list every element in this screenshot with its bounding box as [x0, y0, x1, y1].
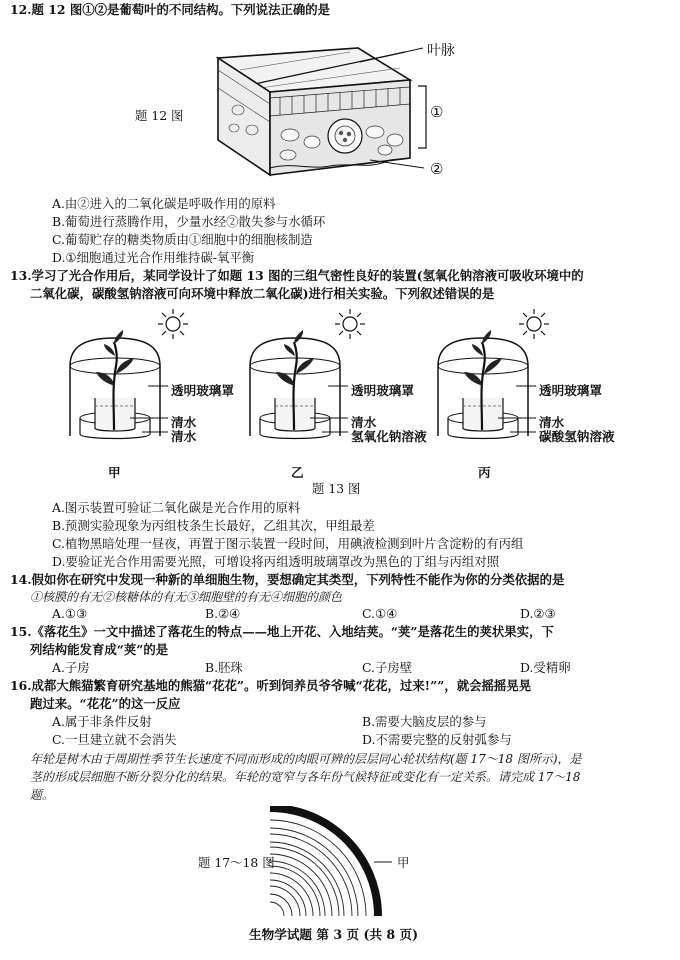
- setup-bing-cover-label: 透明玻璃罩: [539, 383, 602, 398]
- q16-option-b: B.需要大脑皮层的参与: [362, 714, 487, 729]
- q12-option-c: C.葡萄贮存的糖类物质由①细胞中的细胞核制造: [52, 232, 313, 247]
- q15-option-a: A.子房: [52, 660, 90, 675]
- ring-jia-label: 甲: [397, 855, 410, 870]
- q13-option-c: C.植物黑暗处理一昼夜，再置于图示装置一段时间，用碘液检测到叶片含淀粉的有丙组: [52, 536, 524, 551]
- setup-bing-inner-label: 清水: [539, 415, 565, 430]
- leaf-cross-section-figure: [200, 40, 440, 190]
- tree-ring-figure: [270, 806, 400, 916]
- passage-line3: 题。: [30, 788, 55, 802]
- q14-option-d: D.②③: [520, 606, 556, 621]
- q15-stem-line1: 15.《落花生》一文中描述了落花生的特点——地上开花、入地结荚。“荚”是落花生的荚状果实，下: [10, 624, 554, 639]
- q14-option-b: B.②④: [205, 606, 241, 621]
- q13-option-b: B.预测实验现象为丙组枝条生长最好，乙组其次，甲组最差: [52, 518, 375, 533]
- q13-figure-label: 题 13 图: [312, 481, 361, 496]
- q16-option-d: D.不需要完整的反射弧参与: [362, 732, 512, 747]
- setup-yi-cover-label: 透明玻璃罩: [351, 383, 414, 398]
- structure-2-label: ②: [430, 160, 444, 178]
- q14-stem: 14.假如你在研究中发现一种新的单细胞生物，要想确定其类型，下列特性不能作为你的分类依据的是: [10, 572, 565, 587]
- q17-18-figure-label: 题 17～18 图: [198, 855, 275, 870]
- q14-features: ①核膜的有无②核糖体的有无③细胞壁的有无④细胞的颜色: [30, 590, 343, 604]
- page-footer: 生物学试题 第 3 页 (共 8 页): [249, 927, 419, 942]
- q15-option-c: C.子房壁: [362, 660, 413, 675]
- q15-option-b: B.胚珠: [205, 660, 243, 675]
- q14-option-c: C.①④: [362, 606, 398, 621]
- q14-option-a: A.①③: [52, 606, 88, 621]
- setup-bing-outer-label: 碳酸氢钠溶液: [539, 429, 615, 444]
- q12-option-b: B.葡萄进行蒸腾作用，少量水经②散失参与水循环: [52, 214, 326, 229]
- q16-stem-line1: 16.成都大熊猫繁育研究基地的熊猫“花花”。听到饲养员爷爷喊“花花，过来!””，就会摇摇晃晃: [10, 678, 532, 693]
- setup-jia-outer-label: 清水: [171, 429, 197, 444]
- passage-line2: 茎的形成层细胞不断分裂分化的结果。年轮的宽窄与各年份气候特征或变化有一定关系。请完成 17～18: [30, 770, 581, 784]
- structure-1-label: ①: [430, 103, 444, 121]
- q12-option-a: A.由②进入的二氧化碳是呼吸作用的原料: [52, 196, 276, 211]
- q12-option-d: D.①细胞通过光合作用维持碳-氧平衡: [52, 250, 255, 265]
- setup-jia-name: 甲: [108, 465, 121, 480]
- q13-option-a: A.图示装置可验证二氧化碳是光合作用的原料: [52, 500, 301, 515]
- passage-line1: 年轮是树木由于周期性季节生长速度不同而形成的肉眼可辨的层层同心轮状结构(题 17～18 图所示)，是: [30, 752, 582, 766]
- q16-option-c: C.一旦建立就不会消失: [52, 732, 177, 747]
- setup-bing-name: 丙: [478, 465, 491, 480]
- setup-yi-outer-label: 氢氧化钠溶液: [351, 429, 427, 444]
- setup-yi-name: 乙: [291, 465, 304, 480]
- q13-option-d: D.要验证光合作用需要光照，可增设将丙组透明玻璃罩改为黑色的丁组与丙组对照: [52, 554, 500, 569]
- q15-stem-line2: 列结构能发育成“荚”的是: [30, 642, 169, 657]
- setup-yi-inner-label: 清水: [351, 415, 377, 430]
- q16-option-a: A.属于非条件反射: [52, 714, 152, 729]
- leaf-vein-label: 叶脉: [427, 43, 455, 59]
- q13-stem-line2: 二氧化碳，碳酸氢钠溶液可向环境中释放二氧化碳)进行相关实验。下列叙述错误的是: [30, 286, 495, 301]
- q12-figure-label: 题 12 图: [135, 108, 184, 123]
- setup-jia-cover-label: 透明玻璃罩: [171, 383, 234, 398]
- q13-stem-line1: 13.学习了光合作用后，某同学设计了如题 13 图的三组气密性良好的装置(氢氧化钠溶液可吸收环境中的: [10, 268, 584, 283]
- setup-jia-inner-label: 清水: [171, 415, 197, 430]
- q12-stem: 12.题 12 图①②是葡萄叶的不同结构。下列说法正确的是: [10, 2, 331, 17]
- q16-stem-line2: 跑过来。“花花”的这一反应: [30, 696, 181, 711]
- q15-option-d: D.受精卵: [520, 660, 571, 675]
